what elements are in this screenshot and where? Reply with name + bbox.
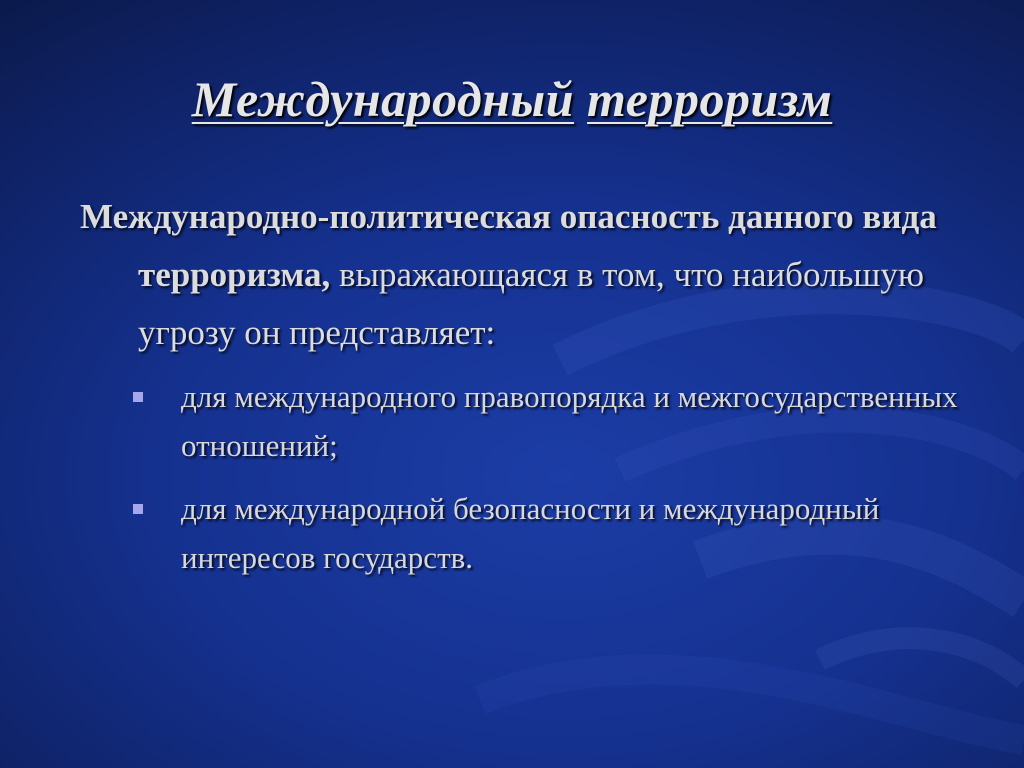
slide-title: [0, 70, 1024, 128]
bullet-item: [80, 372, 980, 470]
bullet-text: для международной безопасности и международный интересов государств.: [181, 491, 880, 575]
title-word-terrorism: терроризм: [587, 71, 833, 127]
lead-bold-text: Международно-политическая опасность данного вида терроризма,: [80, 197, 937, 294]
lead-paragraph: [80, 188, 980, 362]
slide-body: [80, 188, 980, 596]
square-bullet-icon: [133, 504, 143, 514]
bullet-item: [80, 484, 980, 582]
lead-regular-text: выражающаяся в том, что наибольшую угрозу он представляет:: [138, 255, 925, 352]
bullet-list: [80, 372, 980, 582]
bullet-text: для международного правопорядка и межгосударственных отношений;: [181, 379, 958, 463]
square-bullet-icon: [133, 392, 143, 402]
title-word-international: Международный: [191, 71, 575, 127]
